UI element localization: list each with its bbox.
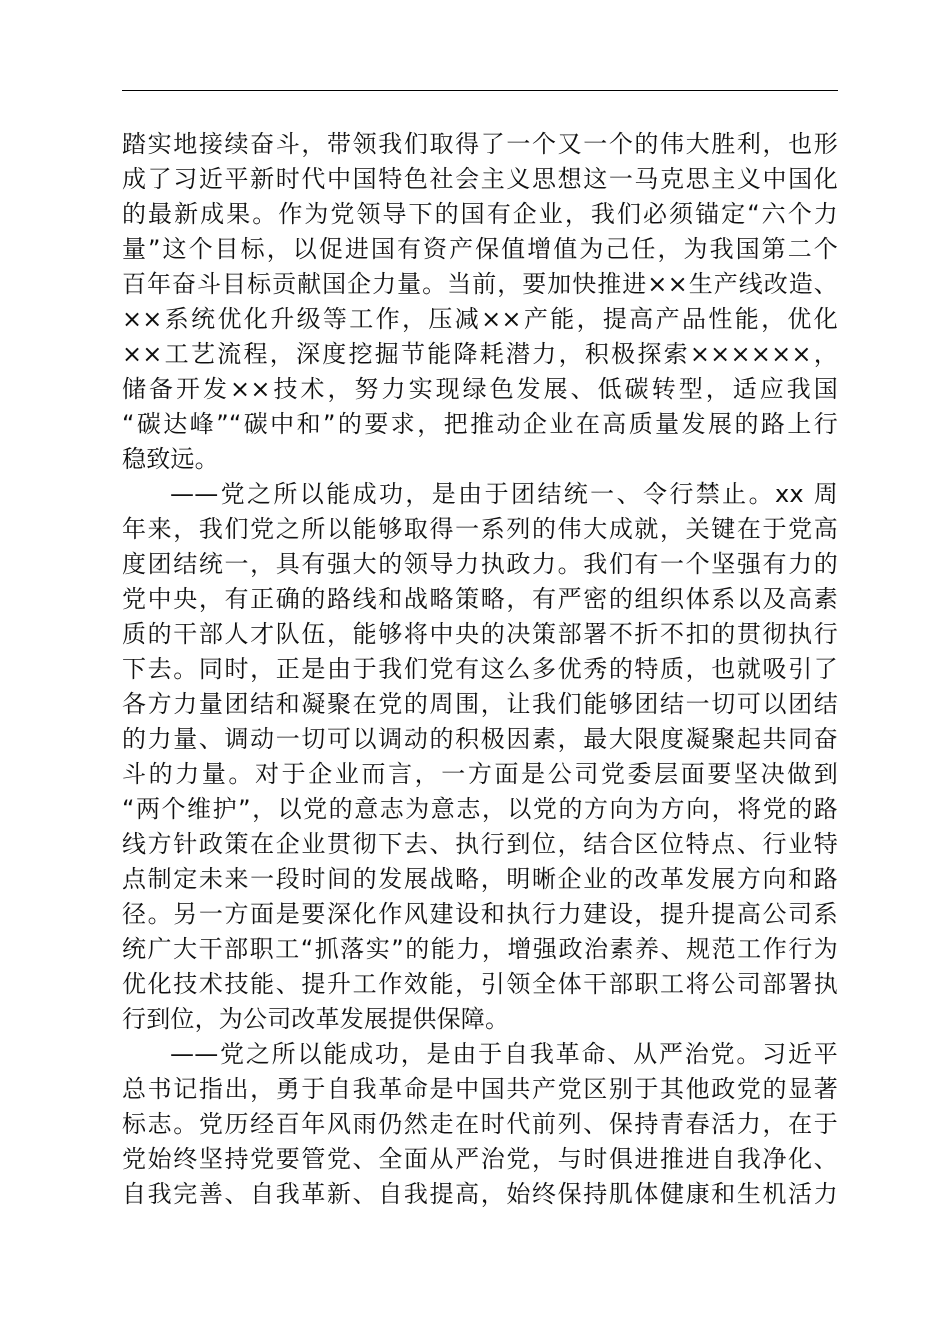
text-line: 的最新成果。作为党领导下的国有企业，我们必须锚定“六个力: [122, 200, 838, 228]
text-line: 标志。党历经百年风雨仍然走在时代前列、保持青春活力，在于: [122, 1110, 838, 1138]
text-line: 储备开发××技术，努力实现绿色发展、低碳转型，适应我国: [122, 375, 838, 403]
text-line: 点制定未来一段时间的发展战略，明晰企业的改革发展方向和路: [122, 865, 838, 893]
text-line: 年来，我们党之所以能够取得一系列的伟大成就，关键在于党高: [122, 515, 838, 543]
text-line: 踏实地接续奋斗，带领我们取得了一个又一个的伟大胜利，也形: [122, 130, 838, 158]
text-line: 自我完善、自我革新、自我提高，始终保持肌体健康和生机活力: [122, 1180, 838, 1208]
text-line: 稳致远。: [122, 445, 219, 473]
text-line: 党中央，有正确的路线和战略策略，有严密的组织体系以及高素: [122, 585, 838, 613]
text-line: ××系统优化升级等工作，压减××产能，提高产品性能，优化: [122, 305, 838, 333]
text-line: ——党之所以能成功，是由于自我革命、从严治党。习近平: [170, 1040, 838, 1068]
text-line: 总书记指出，勇于自我革命是中国共产党区别于其他政党的显著: [122, 1075, 838, 1103]
text-line: “两个维护”，以党的意志为意志，以党的方向为方向，将党的路: [122, 795, 838, 823]
text-line: 斗的力量。对于企业而言，一方面是公司党委层面要坚决做到: [122, 760, 838, 788]
text-line: 量”这个目标，以促进国有资产保值增值为己任，为我国第二个: [122, 235, 838, 263]
text-line: 的力量、调动一切可以调动的积极因素，最大限度凝聚起共同奋: [122, 725, 838, 753]
text-line: 各方力量团结和凝聚在党的周围，让我们能够团结一切可以团结: [122, 690, 838, 718]
text-line: ××工艺流程，深度挖掘节能降耗潜力，积极探索××××××，: [122, 340, 838, 368]
text-line: “碳达峰”“碳中和”的要求，把推动企业在高质量发展的路上行: [122, 410, 838, 438]
body-text: [122, 127, 838, 1212]
text-line: 优化技术技能、提升工作效能，引领全体干部职工将公司部署执: [122, 970, 838, 998]
header-rule: [122, 90, 838, 91]
text-line: ——党之所以能成功，是由于团结统一、令行禁止。xx 周: [170, 480, 838, 508]
text-line: 统广大干部职工“抓落实”的能力，增强政治素养、规范工作行为: [122, 935, 838, 963]
text-line: 度团结统一，具有强大的领导力执政力。我们有一个坚强有力的: [122, 550, 838, 578]
text-line: 行到位，为公司改革发展提供保障。: [122, 1005, 510, 1033]
text-line: 百年奋斗目标贡献国企力量。当前，要加快推进××生产线改造、: [122, 270, 838, 298]
text-line: 径。另一方面是要深化作风建设和执行力建设，提升提高公司系: [122, 900, 838, 928]
text-line: 党始终坚持党要管党、全面从严治党，与时俱进推进自我净化、: [122, 1145, 838, 1173]
text-line: 成了习近平新时代中国特色社会主义思想这一马克思主义中国化: [122, 165, 838, 193]
text-line: 线方针政策在企业贯彻下去、执行到位，结合区位特点、行业特: [122, 830, 838, 858]
text-line: 质的干部人才队伍，能够将中央的决策部署不折不扣的贯彻执行: [122, 620, 838, 648]
text-line: 下去。同时，正是由于我们党有这么多优秀的特质，也就吸引了: [122, 655, 838, 683]
